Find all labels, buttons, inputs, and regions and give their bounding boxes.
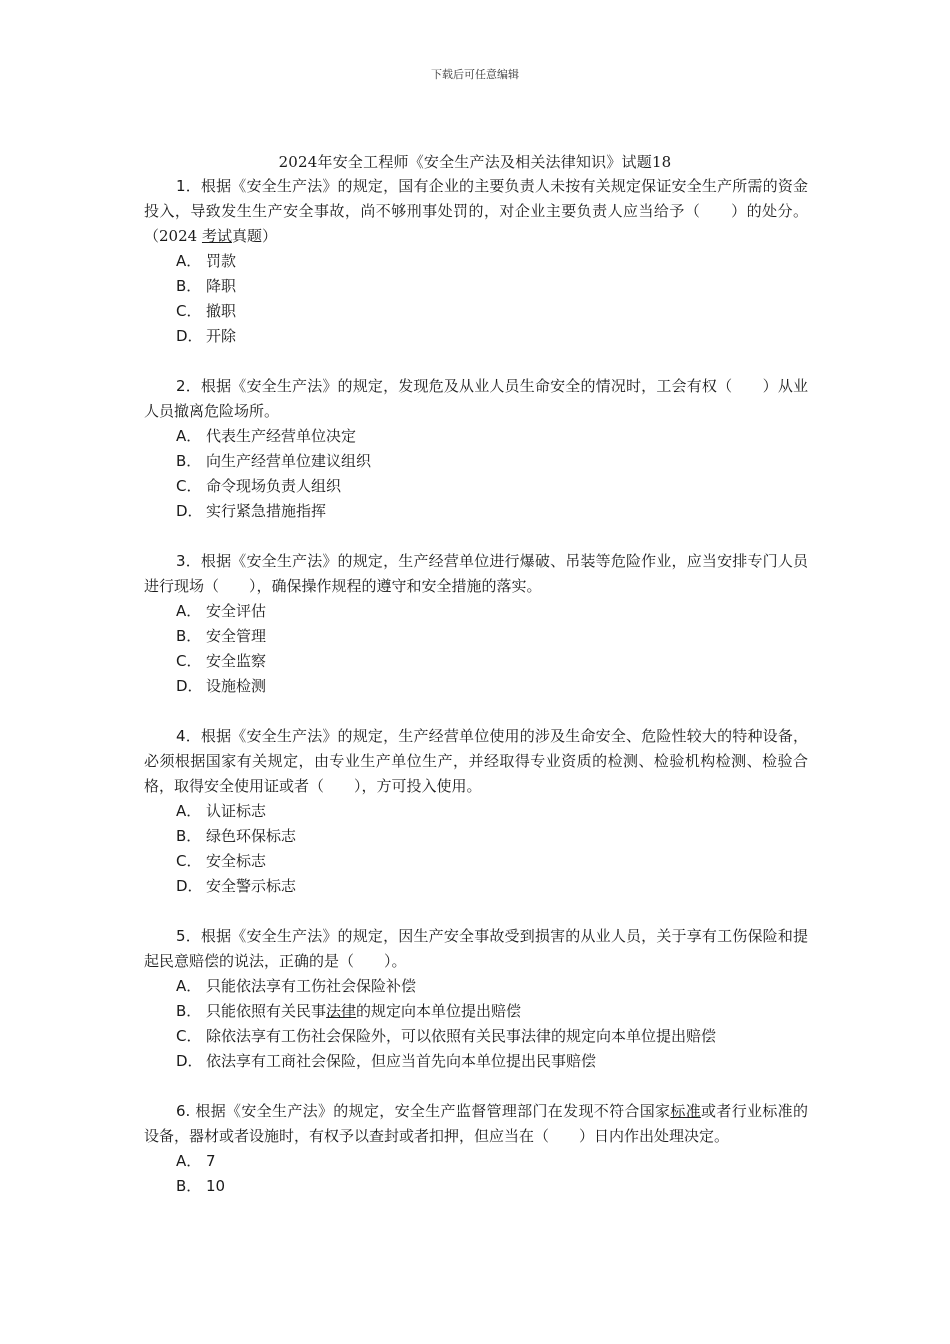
option-text: 开除 [206,327,237,345]
option-text: 设施检测 [206,677,267,695]
option-d [144,499,808,524]
option-label: B． [176,452,202,470]
stem-text: 真题） [231,227,277,245]
question-5 [144,924,808,1074]
option-label: C． [176,477,202,495]
option-b [144,824,808,849]
option-c [144,474,808,499]
option-label: C． [176,1027,202,1045]
question-3 [144,549,808,699]
option-label: B． [176,1002,202,1020]
option-label: A． [176,1152,202,1170]
option-text: 撤职 [206,302,237,320]
option-text: 只能依照有关民事 [206,1002,327,1020]
option-label: B． [176,277,202,295]
option-text: 安全监察 [206,652,267,670]
option-text: 命令现场负责人组织 [206,477,342,495]
option-text: 实行紧急措施指挥 [206,502,327,520]
option-b [144,999,808,1024]
question-number: 2． [176,377,201,395]
document-title: 2024年安全工程师《安全生产法及相关法律知识》试题18 [278,153,672,171]
option-text: 安全评估 [206,602,267,620]
option-b [144,449,808,474]
option-text: 向生产经营单位建议组织 [206,452,372,470]
option-text: 7 [206,1152,216,1170]
question-stem [144,924,808,974]
option-label: C． [176,302,202,320]
option-label: A． [176,802,202,820]
option-a [144,249,808,274]
option-text: 安全警示标志 [206,877,297,895]
option-label: B． [176,827,202,845]
option-label: C． [176,652,202,670]
option-text: 安全管理 [206,627,267,645]
option-label: B． [176,627,202,645]
option-a [144,1149,808,1174]
stem-text: 根据《安全生产法》的规定，安全生产监督管理部门在发现不符合国家 [195,1102,671,1120]
stem-text: 根据《安全生产法》的规定，国有企业的主要负责人未按有关规定保证安全生产所需的资金投入，导致发生生产安全事故，尚不够刑事处罚的，对企业主要负责人应当给予（ ）的处分。（2024 [144,177,809,245]
option-text: 降职 [206,277,237,295]
option-text: 只能依法享有工伤社会保险补偿 [206,977,417,995]
question-1 [144,174,808,349]
stem-text: 根据《安全生产法》的规定，发现危及从业人员生命安全的情况时，工会有权（ ）从业人员撤离危险场所。 [144,377,809,420]
question-stem [144,549,808,599]
question-stem [144,1099,808,1149]
stem-text: 或者行业标准的设备，器材或者设施时，有权予以查封或者扣押，但应当在（ ）日内作出处理决定。 [144,1102,808,1145]
option-text: 认证标志 [206,802,267,820]
question-6 [144,1099,808,1199]
option-text: 10 [206,1177,226,1195]
option-b [144,274,808,299]
option-c [144,649,808,674]
option-label: D． [176,327,203,345]
option-label: D． [176,502,203,520]
question-number: 4． [176,727,201,745]
question-stem [144,724,808,799]
stem-text: 根据《安全生产法》的规定，生产经营单位使用的涉及生命安全、危险性较大的特种设备，必须根据国家有关规定，由专业生产单位生产，并经取得专业资质的检测、检验机构检测、检验合格，取得安全使用证或者（ ），方可投入使用。 [144,727,809,795]
question-2 [144,374,808,524]
page-header: 下载后可任意编辑 [431,68,519,81]
question-number: 6. [176,1102,196,1120]
option-label: D． [176,877,203,895]
option-label: D． [176,1052,203,1070]
option-label: D． [176,677,203,695]
option-a [144,799,808,824]
question-number: 3． [176,552,201,570]
question-number: 1． [176,177,201,195]
option-text: 安全标志 [206,852,267,870]
option-text: 除依法享有工伤社会保险外，可以依照有关民事法律的规定向本单位提出赔偿 [206,1027,717,1045]
question-stem [144,174,808,249]
option-text: 代表生产经营单位决定 [206,427,357,445]
stem-text: 根据《安全生产法》的规定，因生产安全事故受到损害的从业人员，关于享有工伤保险和提起民意赔偿的说法，正确的是（ ）。 [144,927,809,970]
option-a [144,974,808,999]
option-a [144,599,808,624]
option-d [144,324,808,349]
law-link[interactable]: 法律 [326,1002,357,1020]
option-text: 的规定向本单位提出赔偿 [356,1002,522,1020]
option-label: A． [176,602,202,620]
standard-link[interactable]: 标准 [670,1102,702,1120]
option-d [144,1049,808,1074]
option-text: 罚款 [206,252,237,270]
stem-text: 根据《安全生产法》的规定，生产经营单位进行爆破、吊装等危险作业，应当安排专门人员进行现场（ ），确保操作规程的遵守和安全措施的落实。 [144,552,809,595]
option-c [144,849,808,874]
option-text: 绿色环保标志 [206,827,297,845]
option-label: A． [176,977,202,995]
option-a [144,424,808,449]
exam-link[interactable]: 考试 [201,227,232,245]
option-label: C． [176,852,202,870]
option-d [144,674,808,699]
question-number: 5． [176,927,201,945]
option-c [144,1024,808,1049]
option-b [144,1174,808,1199]
option-label: B． [176,1177,202,1195]
question-stem [144,374,808,424]
option-c [144,299,808,324]
option-d [144,874,808,899]
question-4 [144,724,808,899]
option-text: 依法享有工商社会保险，但应当首先向本单位提出民事赔偿 [206,1052,597,1070]
question-list [144,174,808,1199]
option-label: A． [176,427,202,445]
option-b [144,624,808,649]
option-label: A． [176,252,202,270]
